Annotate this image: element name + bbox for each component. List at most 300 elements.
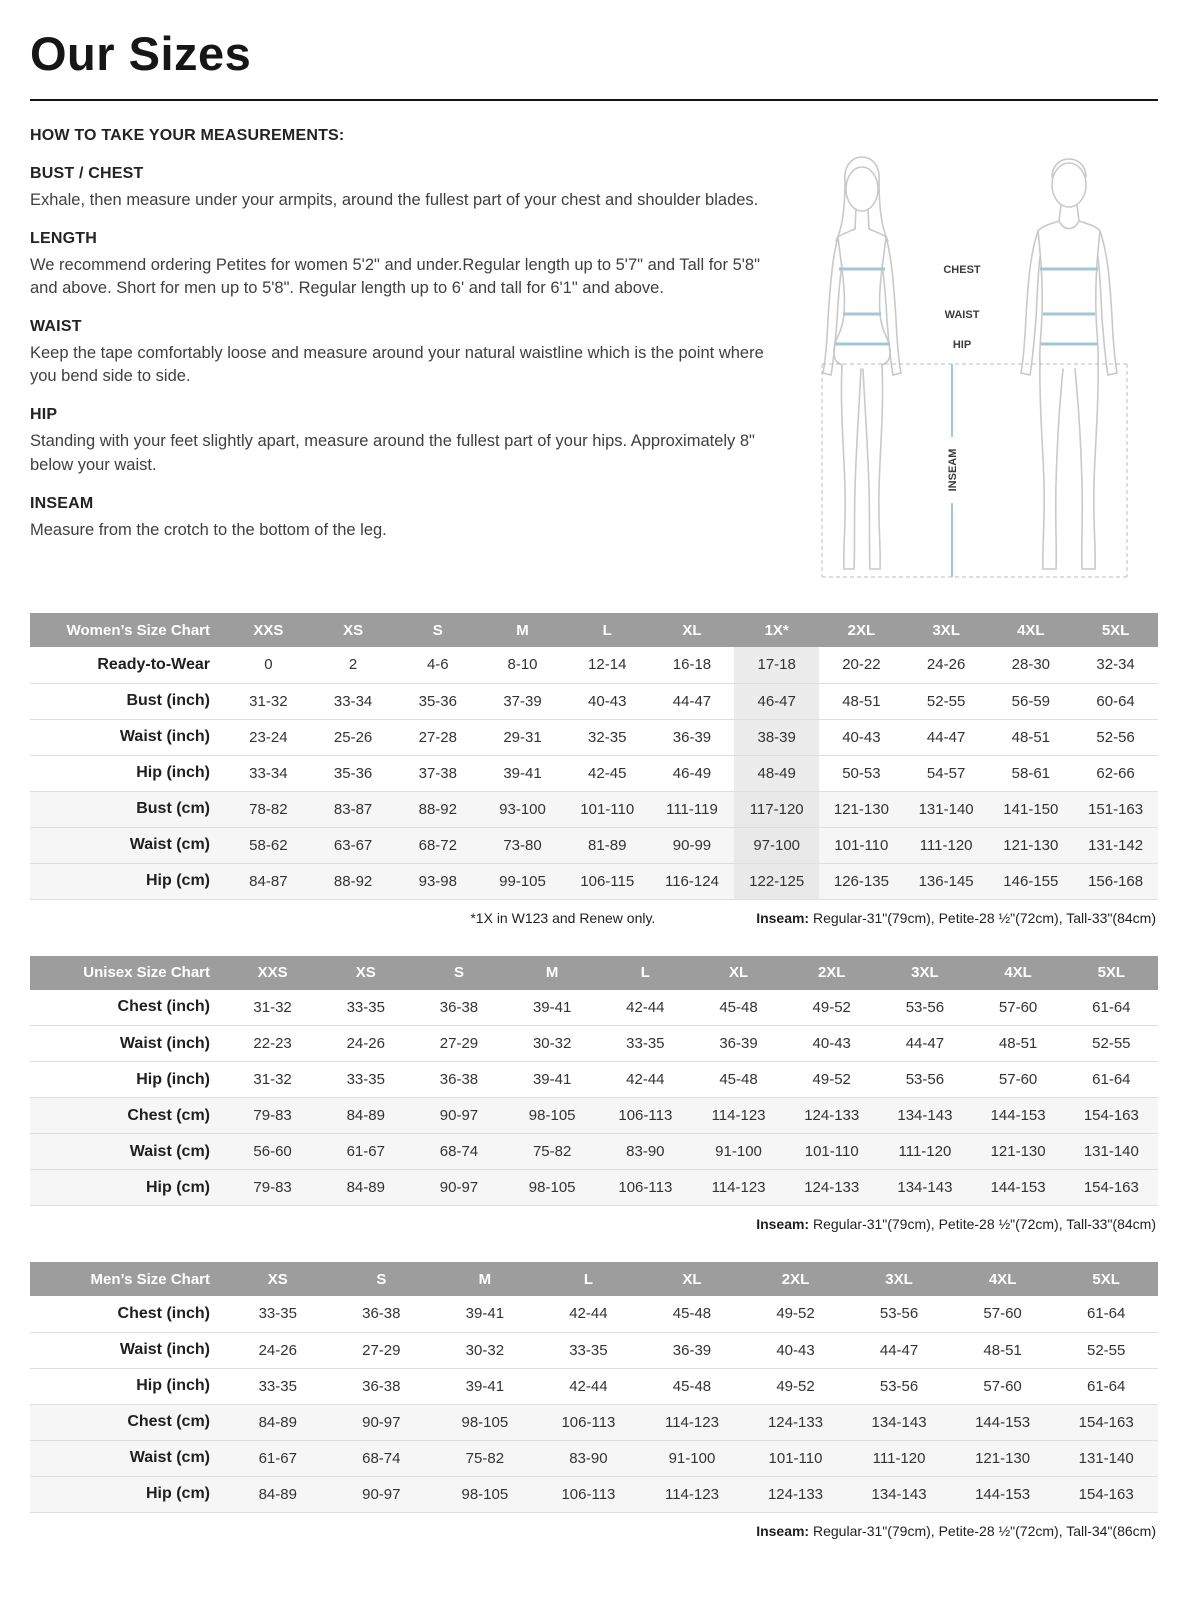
size-column-header: 5XL <box>1054 1262 1158 1296</box>
size-cell: 111-120 <box>872 1449 926 1467</box>
size-cell: 57-60 <box>998 998 1038 1016</box>
size-cell: 44-47 <box>926 728 966 746</box>
size-cell: 124-133 <box>804 1107 860 1124</box>
inseam-note-label: Inseam: <box>756 1522 810 1539</box>
size-cell: 101-110 <box>580 800 635 818</box>
size-cell: 114-123 <box>711 1107 766 1124</box>
size-cell: 36-38 <box>439 1071 479 1088</box>
size-column-header: 1X* <box>734 613 819 647</box>
size-cell: 49-52 <box>812 998 851 1016</box>
size-cell: 90-97 <box>439 1179 479 1196</box>
size-cell: 27-28 <box>418 728 457 746</box>
instruction-body: Keep the tape comfortably loose and measure around your natural waistline which is the point where you bend side to side. <box>30 344 764 386</box>
row-label: Chest (cm) <box>127 1106 210 1124</box>
size-cell: 38-39 <box>734 719 819 755</box>
size-row <box>30 1368 1158 1404</box>
size-cell: 68-74 <box>439 1143 479 1160</box>
size-cell: 154-163 <box>1078 1485 1134 1503</box>
size-cell: 131-140 <box>1083 1143 1139 1160</box>
size-cell: 50-53 <box>842 764 881 782</box>
size-column-header: M <box>506 956 599 990</box>
size-cell: 53-56 <box>905 1071 945 1088</box>
size-cell: 27-29 <box>362 1341 401 1359</box>
size-cell: 29-31 <box>503 728 542 746</box>
size-cell: 49-52 <box>776 1377 815 1395</box>
size-cell: 90-97 <box>362 1413 401 1431</box>
size-cell: 121-130 <box>1003 836 1059 854</box>
size-column-header: 2XL <box>819 613 904 647</box>
size-cell: 36-38 <box>362 1377 401 1395</box>
size-cell: 57-60 <box>983 1305 1022 1323</box>
size-cell: 114-123 <box>664 1485 719 1503</box>
size-cell: 124-133 <box>767 1413 824 1431</box>
size-column-header: S <box>412 956 505 990</box>
size-cell: 106-113 <box>618 1107 673 1124</box>
size-column-header: XXS <box>226 956 319 990</box>
size-cell: 37-38 <box>418 764 457 782</box>
size-cell: 16-18 <box>672 656 712 674</box>
size-cell: 79-83 <box>253 1179 292 1196</box>
size-cell: 101-110 <box>768 1449 823 1467</box>
size-column-header: XS <box>319 956 412 990</box>
measurements-section <box>30 127 1158 599</box>
size-cell: 106-113 <box>618 1179 673 1196</box>
size-column-header: 3XL <box>904 613 989 647</box>
size-row <box>30 1404 1158 1440</box>
size-cell: 116-124 <box>664 872 719 890</box>
size-cell: 90-97 <box>362 1485 401 1503</box>
size-cell: 8-10 <box>507 656 538 674</box>
instruction-title: BUST / CHEST <box>30 165 144 182</box>
size-cell: 61-64 <box>1087 1305 1126 1323</box>
size-cell: 131-140 <box>918 800 974 818</box>
chest-label: CHEST <box>943 264 981 276</box>
size-cell: 84-89 <box>346 1179 385 1196</box>
size-cell: 151-163 <box>1088 800 1144 818</box>
unisex-chart-footnotes <box>32 1216 1156 1232</box>
instruction-inseam <box>30 495 772 542</box>
row-label: Waist (inch) <box>119 728 210 745</box>
size-cell: 36-39 <box>672 728 712 746</box>
size-cell: 33-35 <box>346 1071 385 1088</box>
size-cell: 61-64 <box>1087 1377 1126 1395</box>
size-chart-title: Unisex Size Chart <box>30 956 226 990</box>
measurement-instructions <box>30 127 772 542</box>
mens-inseam-note <box>756 1523 1156 1539</box>
size-cell: 35-36 <box>333 764 373 782</box>
instructions-heading: HOW TO TAKE YOUR MEASUREMENTS: <box>30 127 345 144</box>
row-label: Waist (inch) <box>119 1034 210 1052</box>
size-cell: 31-32 <box>253 1071 292 1088</box>
size-cell: 42-44 <box>569 1305 608 1323</box>
size-cell: 40-43 <box>842 728 881 746</box>
size-cell: 28-30 <box>1011 656 1051 674</box>
size-cell: 98-105 <box>461 1413 509 1431</box>
size-cell: 61-67 <box>346 1143 385 1160</box>
size-cell: 23-24 <box>249 728 288 746</box>
size-column-header: S <box>330 1262 434 1296</box>
size-cell: 30-32 <box>532 1035 572 1052</box>
size-cell: 75-82 <box>465 1449 505 1467</box>
size-row <box>30 827 1158 863</box>
size-row <box>30 1332 1158 1368</box>
page-title: Our Sizes <box>30 27 252 80</box>
size-cell: 32-34 <box>1096 656 1135 674</box>
size-cell: 48-51 <box>842 692 881 710</box>
size-cell: 42-44 <box>569 1377 608 1395</box>
size-cell: 106-115 <box>580 872 635 890</box>
instruction-body: Standing with your feet slightly apart, measure around the fullest part of your hips. Approximately 8" below your waist. <box>30 432 755 474</box>
instruction-hip <box>30 406 772 476</box>
size-cell: 134-143 <box>871 1485 927 1503</box>
womens-size-table <box>30 613 1158 900</box>
size-cell: 58-61 <box>1011 764 1051 782</box>
size-cell: 57-60 <box>998 1071 1038 1088</box>
size-row <box>30 1062 1158 1098</box>
size-chart-header-row <box>30 956 1158 990</box>
size-column-header: XL <box>650 613 735 647</box>
size-cell: 101-110 <box>834 836 889 854</box>
size-cell: 42-44 <box>626 1071 665 1088</box>
size-cell: 52-55 <box>1092 1035 1131 1052</box>
size-row <box>30 1098 1158 1134</box>
size-column-header: XS <box>311 613 396 647</box>
size-cell: 146-155 <box>1003 872 1059 890</box>
size-cell: 48-51 <box>1011 728 1051 746</box>
size-column-header: 2XL <box>744 1262 848 1296</box>
size-cell: 98-105 <box>461 1485 509 1503</box>
size-cell: 12-14 <box>588 656 627 674</box>
inseam-label: INSEAM <box>947 448 959 492</box>
size-cell: 52-55 <box>926 692 966 710</box>
size-cell: 58-62 <box>249 836 288 854</box>
size-cell: 126-135 <box>833 872 889 890</box>
size-cell: 36-38 <box>362 1305 401 1323</box>
size-cell: 42-45 <box>588 764 627 782</box>
size-cell: 53-56 <box>879 1305 919 1323</box>
row-label: Waist (inch) <box>119 1341 210 1358</box>
size-cell: 33-35 <box>258 1305 297 1323</box>
size-cell: 32-35 <box>588 728 627 746</box>
row-label: Chest (inch) <box>117 998 210 1016</box>
size-cell: 141-150 <box>1003 800 1059 818</box>
size-cell: 39-41 <box>532 998 572 1016</box>
size-cell: 156-168 <box>1088 872 1144 890</box>
size-cell: 33-34 <box>333 692 373 710</box>
row-label: Bust (cm) <box>136 800 210 817</box>
size-cell: 33-34 <box>249 764 288 782</box>
size-cell: 49-52 <box>776 1305 815 1323</box>
size-cell: 78-82 <box>249 800 288 818</box>
size-cell: 44-47 <box>879 1341 919 1359</box>
size-cell: 44-47 <box>672 692 712 710</box>
footnote-1x-note: *1X in W123 and Renew only. <box>470 909 656 926</box>
size-cell: 40-43 <box>812 1035 851 1052</box>
size-cell: 88-92 <box>418 800 457 818</box>
size-cell: 22-23 <box>253 1035 292 1052</box>
size-cell: 33-35 <box>258 1377 297 1395</box>
size-cell: 40-43 <box>588 692 627 710</box>
size-column-header: 5XL <box>1073 613 1158 647</box>
size-row <box>30 863 1158 899</box>
size-cell: 17-18 <box>734 647 819 683</box>
size-cell: 88-92 <box>333 872 373 890</box>
instruction-body: We recommend ordering Petites for women 5'2" and under.Regular length up to 5'7" and Tall for 5'8" and above. Short for men up to 5'8". Regular length up to 6' and tall for 6'1" and above. <box>30 256 760 298</box>
size-cell: 84-87 <box>249 872 288 890</box>
instruction-title: INSEAM <box>30 494 94 512</box>
size-cell: 45-48 <box>672 1305 712 1323</box>
size-cell: 33-35 <box>346 998 385 1016</box>
hip-label: HIP <box>952 339 972 351</box>
unisex-size-table <box>30 956 1158 1207</box>
size-cell: 84-89 <box>346 1107 385 1124</box>
size-cell: 39-41 <box>465 1377 505 1395</box>
size-cell: 73-80 <box>503 836 542 854</box>
size-cell: 111-119 <box>666 800 718 818</box>
size-cell: 93-100 <box>499 800 546 818</box>
waist-label: WAIST <box>944 309 980 321</box>
size-cell: 30-32 <box>465 1341 505 1359</box>
size-cell: 36-38 <box>439 998 479 1016</box>
size-cell: 97-100 <box>734 827 819 863</box>
size-cell: 134-143 <box>897 1107 953 1124</box>
size-chart-header-row <box>30 613 1158 647</box>
row-label: Hip (inch) <box>136 1070 210 1088</box>
size-cell: 117-120 <box>734 791 819 827</box>
size-cell: 111-120 <box>919 836 973 854</box>
row-label: Waist (cm) <box>129 836 210 853</box>
size-cell: 84-89 <box>258 1413 297 1431</box>
size-row <box>30 1476 1158 1512</box>
size-cell: 93-98 <box>418 872 457 890</box>
size-cell: 57-60 <box>983 1377 1022 1395</box>
size-column-header: XL <box>640 1262 744 1296</box>
size-cell: 79-83 <box>253 1107 292 1124</box>
size-cell: 48-49 <box>734 755 819 791</box>
size-cell: 68-74 <box>362 1449 401 1467</box>
size-cell: 40-43 <box>776 1341 815 1359</box>
size-cell: 144-153 <box>975 1413 1031 1431</box>
size-cell: 106-113 <box>561 1413 616 1431</box>
size-cell: 56-60 <box>253 1143 292 1160</box>
size-column-header: 3XL <box>878 956 971 990</box>
unisex-size-chart-section <box>30 956 1158 1233</box>
instruction-title: WAIST <box>30 318 82 336</box>
size-cell: 98-105 <box>528 1107 576 1124</box>
size-row <box>30 755 1158 791</box>
size-row <box>30 1170 1158 1206</box>
row-label: Chest (cm) <box>127 1413 210 1430</box>
row-label: Waist (cm) <box>129 1142 210 1160</box>
size-cell: 31-32 <box>253 998 292 1016</box>
size-cell: 63-67 <box>333 836 373 854</box>
size-cell: 45-48 <box>672 1377 712 1395</box>
size-cell: 90-97 <box>439 1107 479 1124</box>
size-cell: 121-130 <box>833 800 889 818</box>
size-row <box>30 791 1158 827</box>
size-cell: 91-100 <box>668 1449 716 1467</box>
size-cell: 60-64 <box>1096 692 1135 710</box>
size-column-header: 4XL <box>972 956 1065 990</box>
size-cell: 45-48 <box>719 998 758 1016</box>
womens-size-chart-section <box>30 613 1158 926</box>
size-cell: 124-133 <box>804 1179 860 1196</box>
size-cell: 144-153 <box>990 1179 1046 1196</box>
size-cell: 53-56 <box>905 998 945 1016</box>
size-cell: 131-142 <box>1088 836 1144 854</box>
size-cell: 106-113 <box>561 1485 616 1503</box>
row-label: Hip (cm) <box>146 872 210 889</box>
size-cell: 24-26 <box>346 1035 385 1052</box>
size-row <box>30 719 1158 755</box>
size-cell: 144-153 <box>975 1485 1031 1503</box>
size-cell: 44-47 <box>905 1035 945 1052</box>
instruction-bust-chest <box>30 165 772 212</box>
size-cell: 61-67 <box>258 1449 297 1467</box>
size-cell: 49-52 <box>812 1071 851 1088</box>
row-label: Hip (cm) <box>146 1178 210 1196</box>
instruction-waist <box>30 318 772 388</box>
row-label: Hip (cm) <box>146 1485 210 1502</box>
size-cell: 52-55 <box>1087 1341 1126 1359</box>
mens-chart-footnotes <box>32 1523 1156 1539</box>
size-cell: 91-100 <box>715 1143 762 1160</box>
size-cell: 27-29 <box>439 1035 479 1052</box>
size-column-header: L <box>599 956 692 990</box>
unisex-inseam-note <box>756 1216 1156 1232</box>
size-cell: 154-163 <box>1083 1179 1139 1196</box>
size-cell: 114-123 <box>664 1413 719 1431</box>
size-row <box>30 683 1158 719</box>
size-column-header: L <box>565 613 650 647</box>
size-cell: 35-36 <box>418 692 457 710</box>
size-cell: 53-56 <box>879 1377 919 1395</box>
size-cell: 39-41 <box>503 764 542 782</box>
size-cell: 25-26 <box>333 728 373 746</box>
womens-inseam-note <box>756 910 1156 926</box>
womens-chart-footnotes <box>32 910 1156 926</box>
instruction-body: Measure from the crotch to the bottom of the leg. <box>30 520 387 539</box>
instruction-title: HIP <box>30 406 58 424</box>
size-cell: 144-153 <box>990 1107 1046 1124</box>
size-cell: 75-82 <box>532 1143 572 1160</box>
size-column-header: 5XL <box>1065 956 1158 990</box>
size-column-header: L <box>537 1262 641 1296</box>
size-cell: 61-64 <box>1092 1071 1131 1088</box>
inseam-note-text: Regular-31"(79cm), Petite-28 ½"(72cm), Tall-33"(84cm) <box>809 1216 1156 1232</box>
row-label: Waist (cm) <box>129 1449 210 1466</box>
size-chart-header-row <box>30 1262 1158 1296</box>
size-cell: 124-133 <box>767 1485 824 1503</box>
size-cell: 83-90 <box>569 1449 608 1467</box>
size-column-header: 4XL <box>951 1262 1055 1296</box>
inseam-note-text: Regular-31"(79cm), Petite-28 ½"(72cm), Tall-34"(86cm) <box>809 1522 1156 1539</box>
size-cell: 154-163 <box>1078 1413 1134 1431</box>
size-cell: 101-110 <box>804 1143 859 1160</box>
size-cell: 134-143 <box>897 1179 953 1196</box>
size-cell: 0 <box>264 656 273 674</box>
inseam-note-text: Regular-31"(79cm), Petite-28 ½"(72cm), Tall-33"(84cm) <box>809 909 1156 926</box>
size-cell: 121-130 <box>975 1449 1031 1467</box>
size-row <box>30 647 1158 683</box>
size-cell: 98-105 <box>528 1179 576 1196</box>
instruction-body: Exhale, then measure under your armpits, around the fullest part of your chest and shoulder blades. <box>30 191 759 209</box>
title-divider <box>30 99 1158 101</box>
size-cell: 131-140 <box>1078 1449 1134 1467</box>
size-cell: 2 <box>348 656 358 674</box>
size-cell: 46-49 <box>672 764 712 782</box>
row-label: Ready-to-Wear <box>97 655 210 673</box>
size-cell: 24-26 <box>258 1341 297 1359</box>
size-cell: 136-145 <box>918 872 974 890</box>
size-column-header: 4XL <box>988 613 1073 647</box>
measurement-diagram <box>792 127 1167 599</box>
size-row <box>30 1440 1158 1476</box>
size-cell: 154-163 <box>1083 1107 1139 1124</box>
size-cell: 39-41 <box>532 1071 572 1088</box>
instruction-length <box>30 230 772 300</box>
size-column-header: 2XL <box>785 956 878 990</box>
mens-size-table <box>30 1262 1158 1513</box>
size-cell: 33-35 <box>626 1035 665 1052</box>
size-cell: 62-66 <box>1096 764 1135 782</box>
size-cell: 111-120 <box>898 1143 952 1160</box>
size-row <box>30 990 1158 1026</box>
size-column-header: S <box>395 613 480 647</box>
size-column-header: 3XL <box>847 1262 951 1296</box>
size-row <box>30 1026 1158 1062</box>
size-chart-title: Men’s Size Chart <box>30 1262 226 1296</box>
size-cell: 48-51 <box>983 1341 1022 1359</box>
size-row <box>30 1134 1158 1170</box>
size-cell: 61-64 <box>1092 998 1131 1016</box>
row-label: Hip (inch) <box>136 764 210 781</box>
body-measurement-figure-icon <box>792 129 1167 599</box>
size-cell: 90-99 <box>672 836 712 854</box>
size-cell: 121-130 <box>990 1143 1046 1160</box>
size-cell: 99-105 <box>499 872 546 890</box>
size-cell: 84-89 <box>258 1485 297 1503</box>
size-column-header: M <box>480 613 565 647</box>
size-cell: 36-39 <box>672 1341 712 1359</box>
row-label: Bust (inch) <box>126 692 210 709</box>
row-label: Hip (inch) <box>136 1377 210 1394</box>
size-cell: 20-22 <box>842 656 881 674</box>
size-cell: 33-35 <box>569 1341 608 1359</box>
inseam-note-label: Inseam: <box>756 909 810 926</box>
size-cell: 31-32 <box>249 692 288 710</box>
size-cell: 4-6 <box>426 656 449 674</box>
size-cell: 52-56 <box>1096 728 1135 746</box>
size-row <box>30 1296 1158 1332</box>
size-column-header: M <box>433 1262 537 1296</box>
mens-size-chart-section <box>30 1262 1158 1539</box>
size-column-header: XS <box>226 1262 330 1296</box>
size-cell: 68-72 <box>418 836 457 854</box>
size-cell: 83-90 <box>626 1143 665 1160</box>
size-column-header: XXS <box>226 613 311 647</box>
size-cell: 48-51 <box>998 1035 1038 1052</box>
size-cell: 42-44 <box>626 998 665 1016</box>
size-cell: 39-41 <box>465 1305 505 1323</box>
size-cell: 122-125 <box>734 863 819 899</box>
size-cell: 37-39 <box>503 692 542 710</box>
size-cell: 134-143 <box>871 1413 927 1431</box>
size-column-header: XL <box>692 956 785 990</box>
size-chart-title: Women’s Size Chart <box>30 613 226 647</box>
size-cell: 81-89 <box>588 836 627 854</box>
size-cell: 45-48 <box>719 1071 758 1088</box>
